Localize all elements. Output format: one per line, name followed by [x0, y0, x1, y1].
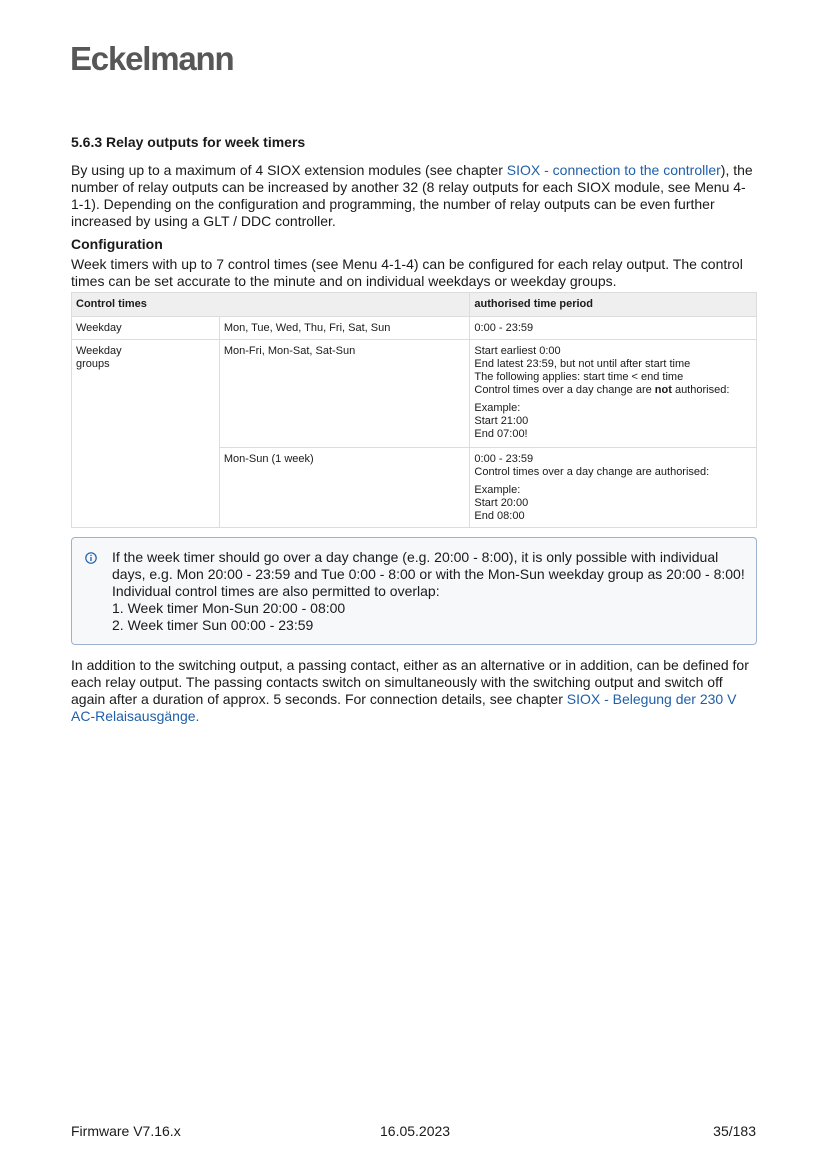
example-start: Start 20:00: [474, 497, 529, 509]
eckelmann-logo: Eckelmann: [70, 40, 234, 77]
cell-groups-days: Mon-Fri, Mon-Sat, Sat-Sun: [219, 340, 470, 448]
table-row: [72, 317, 757, 340]
example-end: End 08:00: [474, 510, 525, 522]
period-line: Start earliest 0:00: [474, 345, 561, 357]
configuration-heading: Configuration: [71, 236, 163, 252]
period-line: 0:00 - 23:59: [474, 453, 534, 465]
groups-label-line1: Weekday: [76, 345, 122, 357]
footer-firmware: Firmware V7.16.x: [71, 1123, 181, 1139]
header-control-times: Control times: [72, 293, 470, 317]
page-content: [71, 134, 757, 725]
table-row: [72, 340, 757, 448]
intro-text-end: ), the number of relay outputs can be increased by another 32 (8 relay outputs for each SIOX module, see Menu 4-1-1). Depending on the configuration and programming, the number of relay outputs can be even further increased by using a GLT / DDC controller.: [71, 162, 753, 229]
note-item-2: 2. Week timer Sun 00:00 - 23:59: [112, 617, 314, 633]
footer-date: 16.05.2023: [380, 1123, 451, 1139]
cell-weekday-days: Mon, Tue, Wed, Thu, Fri, Sat, Sun: [219, 317, 470, 340]
table-header-row: [72, 293, 757, 317]
info-note-box: [71, 537, 757, 645]
cell-weekday-period: 0:00 - 23:59: [470, 317, 757, 340]
info-icon: [85, 552, 97, 564]
groups-label-line2: groups: [76, 358, 110, 370]
control-times-table: [71, 292, 757, 528]
cell-weekday-groups-label: [72, 340, 220, 528]
passing-contact-text: In addition to the switching output, a passing contact, either as an alternative or in addition, can be defined for each relay output. The passing contacts switch on simultaneously with the switching output and switch off again after a duration of approx. 5 seconds. For connection details, see chapter: [71, 657, 749, 707]
period-line: Control times over a day change are authorised:: [474, 466, 710, 478]
cell-weekday-label: Weekday: [72, 317, 220, 340]
example-label: Example:: [474, 402, 521, 414]
siox-connection-link[interactable]: SIOX - connection to the controller: [506, 162, 721, 178]
period-line: Control times over a day change are not authorised:: [474, 384, 730, 396]
example-label: Example:: [474, 484, 521, 496]
intro-text-start: By using up to a maximum of 4 SIOX extension modules (see chapter: [71, 162, 507, 178]
passing-contact-paragraph: [71, 657, 757, 725]
intro-paragraph: [71, 162, 757, 230]
period-line: End latest 23:59, but not until after start time: [474, 358, 691, 370]
note-text: If the week timer should go over a day change (e.g. 20:00 - 8:00), it is only possible with individual days, e.g. Mon 20:00 - 23:59 and Tue 0:00 - 8:00 or with the Mon-Sun weekday group as 20:00 - 8:00! Individual control times are also permitted to overlap:: [112, 549, 745, 599]
configuration-paragraph: Week timers with up to 7 control times (see Menu 4-1-4) can be configured for each relay output. The control times can be set accurate to the minute and on individual weekdays or weekday groups.: [71, 256, 743, 289]
header-authorised-period: authorised time period: [470, 293, 757, 317]
siox-relay-link[interactable]: SIOX - Belegung der 230 V AC-Relaisausgänge.: [71, 691, 737, 724]
not-emphasis: not: [654, 384, 672, 396]
example-end: End 07:00!: [474, 428, 528, 440]
period-line: The following applies: start time < end time: [474, 371, 684, 383]
cell-week-days: Mon-Sun (1 week): [219, 448, 470, 528]
note-item-1: 1. Week timer Mon-Sun 20:00 - 08:00: [112, 600, 346, 616]
cell-groups-period: [470, 340, 757, 448]
footer-page-number: 35/183: [713, 1123, 756, 1139]
example-start: Start 21:00: [474, 415, 529, 427]
section-title: 5.6.3 Relay outputs for week timers: [71, 134, 306, 150]
cell-week-period: [470, 448, 757, 528]
